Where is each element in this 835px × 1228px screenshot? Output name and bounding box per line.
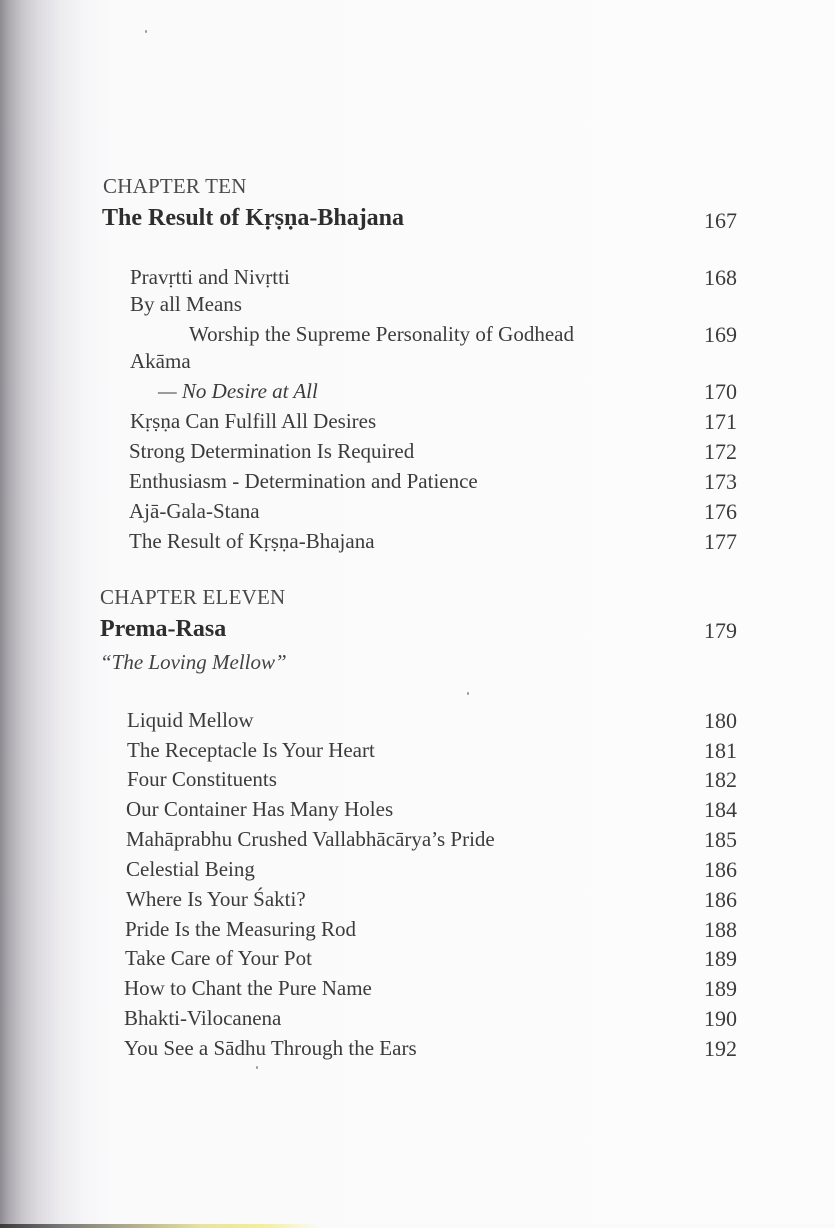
toc-entry: Worship the Supreme Personality of Godhead	[189, 322, 574, 346]
toc-entry: — No Desire at All	[158, 379, 318, 403]
toc-page-number: 180	[704, 708, 737, 733]
toc-page-number: 170	[704, 379, 737, 404]
toc-entry: The Result of Kṛṣṇa-Bhajana	[129, 529, 375, 553]
toc-entry: Celestial Being	[126, 857, 255, 881]
toc-page-number: 168	[704, 265, 737, 290]
toc-page-number: 190	[704, 1006, 737, 1031]
paper-speck	[145, 30, 147, 33]
toc-page-number: 181	[704, 738, 737, 763]
toc-page-number: 173	[704, 469, 737, 494]
chapter-label: CHAPTER ELEVEN	[100, 585, 286, 609]
toc-entry: Our Container Has Many Holes	[126, 797, 394, 821]
toc-page-number: 182	[704, 767, 737, 792]
toc-entry: Bhakti-Vilocanena	[124, 1006, 282, 1030]
chapter-label: CHAPTER TEN	[103, 174, 247, 198]
toc-page-number: 186	[704, 887, 737, 912]
toc-entry: Where Is Your Śakti?	[126, 887, 306, 911]
chapter-title: Prema-Rasa	[100, 616, 227, 642]
toc-page-number: 189	[704, 976, 737, 1001]
toc-page-number: 189	[704, 946, 737, 971]
toc-entry: Kṛṣṇa Can Fulfill All Desires	[130, 409, 377, 433]
toc-entry: Mahāprabhu Crushed Vallabhācārya’s Pride	[126, 827, 495, 851]
toc-entry: Ajā-Gala-Stana	[129, 499, 260, 523]
paper-speck	[467, 692, 469, 695]
toc-page-number: 192	[704, 1036, 737, 1061]
toc-entry: Strong Determination Is Required	[129, 439, 415, 463]
toc-page-number: 169	[704, 322, 737, 347]
toc-page-number: 186	[704, 857, 737, 882]
chapter-subtitle: “The Loving Mellow”	[100, 650, 287, 674]
toc-page-number: 177	[704, 529, 737, 554]
toc-page-number: 184	[704, 797, 737, 822]
toc-entry: Enthusiasm - Determination and Patience	[129, 469, 478, 493]
paper-speck	[256, 1066, 258, 1069]
toc-entry: The Receptacle Is Your Heart	[127, 738, 375, 762]
chapter-title: The Result of Kṛṣṇa-Bhajana	[102, 205, 405, 231]
toc-entry: Pravṛtti and Nivṛtti	[130, 265, 290, 289]
chapter-page-number: 179	[704, 618, 737, 643]
toc-page-number: 172	[704, 439, 737, 464]
toc-entry: Liquid Mellow	[127, 708, 254, 732]
toc-page-number: 171	[704, 409, 737, 434]
toc-entry: You See a Sādhu Through the Ears	[124, 1036, 417, 1060]
toc-entry: How to Chant the Pure Name	[124, 976, 372, 1000]
toc-page-number: 188	[704, 917, 737, 942]
chapter-page-number: 167	[704, 208, 737, 233]
toc-entry: Akāma	[130, 349, 191, 373]
toc-entry: Pride Is the Measuring Rod	[125, 917, 356, 941]
toc-page-number: 176	[704, 499, 737, 524]
toc-entry: By all Means	[130, 292, 242, 316]
page-bottom-edge	[0, 1224, 835, 1228]
toc-entry: Take Care of Your Pot	[125, 946, 312, 970]
toc-page-number: 185	[704, 827, 737, 852]
toc-entry: Four Constituents	[127, 767, 277, 791]
